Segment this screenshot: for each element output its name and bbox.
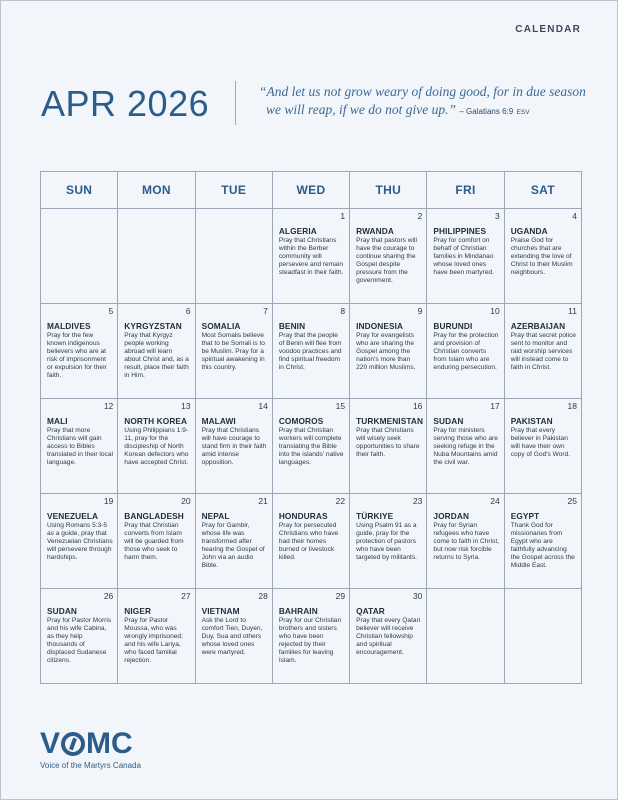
vomc-logo [40, 729, 141, 770]
country-name: HONDURAS [278, 511, 328, 521]
country-name: PAKISTAN [510, 416, 553, 426]
calendar-week-row [41, 304, 582, 399]
calendar-day-cell [427, 304, 504, 399]
calendar-day-cell [195, 494, 272, 589]
day-number: 9 [417, 306, 423, 316]
calendar-body [41, 209, 582, 684]
calendar-day-cell [504, 209, 581, 304]
verse-version: ESV [516, 109, 530, 116]
country-name: EGYPT [510, 511, 540, 521]
day-number: 10 [490, 306, 500, 316]
calendar-empty-cell [195, 209, 272, 304]
verse-line-2-wrap [259, 101, 599, 122]
prayer-text: Pray that Christians within the Berber community will persevere and remain steadfast in their faith. [278, 237, 344, 277]
prayer-text: Pray that pastors will have the courage to continue sharing the Gospel despite pressure from the government. [356, 237, 417, 285]
calendar-empty-cell [504, 589, 581, 684]
verse-line-2: we will reap, if we do not give up.” [266, 102, 456, 117]
day-number: 6 [185, 306, 191, 316]
country-name: AZERBAIJAN [510, 321, 566, 331]
day-number: 18 [567, 401, 577, 411]
calendar-empty-cell [427, 589, 504, 684]
prayer-text: Praise God for churches that are extending the love of Christ to their Muslim neighbours. [510, 237, 573, 277]
country-name: UGANDA [510, 226, 548, 236]
calendar-day-cell [350, 209, 427, 304]
calendar-day-cell [272, 399, 349, 494]
calendar-week-row [41, 399, 582, 494]
country-name: SUDAN [433, 416, 464, 426]
day-number: 1 [340, 211, 346, 221]
calendar-day-cell [118, 589, 195, 684]
country-name: BURUNDI [433, 321, 473, 331]
verse-reference: – Galatians 6:9 [459, 107, 514, 116]
prayer-text: Pray that secret police sent to monitor and raid worship services will instead come to faith in Christ. [510, 332, 576, 372]
day-number: 20 [181, 496, 191, 506]
day-number: 19 [103, 496, 114, 506]
calendar-day-cell [272, 589, 349, 684]
day-number: 24 [490, 496, 500, 506]
day-number: 21 [258, 496, 268, 506]
country-name: COMOROS [278, 416, 324, 426]
calendar-day-cell [350, 494, 427, 589]
day-number: 26 [103, 591, 114, 601]
logo-wordmark [40, 729, 141, 759]
weekday-sun: SUN [41, 172, 118, 209]
prayer-text: Pray that every believer in Pakistan will have their own copy of God's Word. [510, 427, 571, 459]
country-name: QATAR [356, 606, 385, 616]
calendar-day-cell [195, 399, 272, 494]
calendar-day-cell [118, 399, 195, 494]
weekday-thu: THU [350, 172, 427, 209]
country-name: BANGLADESH [124, 511, 184, 521]
country-name: VENEZUELA [47, 511, 99, 521]
country-name: TURKMENISTAN [356, 416, 424, 426]
prayer-text: Pray for persecuted Christians who have had their homes burned or livestock killed. [278, 522, 339, 562]
bible-verse [259, 83, 599, 122]
weekday-wed: WED [272, 172, 349, 209]
prayer-text: Pray for comfort on behalf of Christian families in Mindanao whose loved ones have been martyred. [433, 237, 494, 277]
day-number: 8 [340, 306, 346, 316]
calendar-week-row [41, 589, 582, 684]
calendar-day-cell [272, 209, 349, 304]
day-number: 3 [494, 211, 500, 221]
prayer-text: Pray that more Christians will gain access to Bibles translated in their local language. [47, 427, 113, 467]
country-name: ALGERIA [278, 226, 317, 236]
calendar-day-cell [427, 494, 504, 589]
prayer-text: Thank God for missionaries from Egypt who are faithfully advancing the Gospel across the Middle East. [510, 522, 575, 570]
weekday-fri: FRI [427, 172, 504, 209]
prayer-text: Most Somalis believe that to be Somali is to be Muslim. Pray for a spiritual awakening in this country. [201, 332, 265, 372]
prayer-text: Pray for evangelists who are sharing the Gospel among the nation's more than 220 million Muslims. [356, 332, 416, 372]
prayer-text: Ask the Lord to comfort Tien, Duyen, Duy, Sua and others whose loved ones were martyred. [201, 617, 263, 657]
calendar-day-cell [195, 304, 272, 399]
calendar-day-cell [195, 589, 272, 684]
calendar-week-row [41, 494, 582, 589]
calendar-week-row [41, 209, 582, 304]
day-number: 29 [335, 591, 346, 601]
calendar-day-cell [41, 399, 118, 494]
calendar-day-cell [350, 304, 427, 399]
prayer-text: Pray that Christians will have courage to stand firm in their faith amid intense opposition. [201, 427, 267, 467]
prayer-text: Pray that Kyrgyz people working abroad will learn about Christ and, as a result, place their faith in Him. [124, 332, 189, 380]
day-number: 11 [568, 306, 577, 316]
calendar-empty-cell [41, 209, 118, 304]
calendar-day-cell [427, 399, 504, 494]
prayer-text: Pray for Pastor Moussa, who was wrongly imprisoned; and his wife Lariya, who faced familial rejection. [124, 617, 183, 665]
prayer-text: Pray that every Qatari believer will receive Christian fellowship and spiritual encouragement. [356, 617, 421, 657]
country-name: BENIN [278, 321, 306, 331]
prayer-text: Pray that the people of Benin will flee from voodoo practices and find spiritual freedom in Christ. [278, 332, 342, 372]
country-name: SUDAN [47, 606, 78, 616]
country-name: PHILIPPINES [433, 226, 487, 236]
calendar-day-cell [504, 399, 581, 494]
country-name: NORTH KOREA [124, 416, 188, 426]
prayer-text: Pray for the protection and provision of Christian converts from Islam who are enduring persecution. [433, 332, 499, 372]
country-name: NEPAL [201, 511, 230, 521]
day-number: 23 [412, 496, 423, 506]
day-number: 25 [567, 496, 577, 506]
country-name: MALDIVES [47, 321, 91, 331]
country-name: RWANDA [356, 226, 394, 236]
logo-tagline: Voice of the Martyrs Canada [40, 761, 141, 770]
calendar-day-cell [41, 589, 118, 684]
prayer-text: Pray for Pastor Morris and his wife Cabina, as they help thousands of displaced Sudanese citizens. [47, 617, 112, 665]
country-name: NIGER [124, 606, 152, 616]
calendar-day-cell [272, 304, 349, 399]
calendar-empty-cell [118, 209, 195, 304]
verse-line-1: “And let us not grow weary of doing good, for in due season [259, 84, 586, 99]
header-divider [235, 81, 236, 125]
prayer-text: Pray that Christian converts from Islam will be guarded from those who seek to harm them. [124, 522, 184, 562]
country-name: BAHRAIN [278, 606, 318, 616]
day-number: 5 [108, 306, 114, 316]
calendar-day-cell [504, 494, 581, 589]
country-name: KYRGYZSTAN [124, 321, 182, 331]
calendar-day-cell [504, 304, 581, 399]
day-number: 13 [181, 401, 191, 411]
calendar-day-cell [41, 304, 118, 399]
calendar-day-cell [350, 589, 427, 684]
country-name: JORDAN [433, 511, 470, 521]
calendar-day-cell [118, 494, 195, 589]
prayer-text: Using Psalm 91 as a guide, pray for the protection of pastors who have been targeted by militants. [356, 522, 417, 562]
country-name: MALI [47, 416, 68, 426]
logo-o-icon [61, 732, 85, 756]
day-number: 17 [490, 401, 500, 411]
calendar-grid [40, 171, 582, 684]
prayer-text: Using Philippians 1:9-11, pray for the discipleship of North Korean defectors who have accepted Christ. [124, 427, 189, 467]
section-label: CALENDAR [515, 24, 581, 35]
day-number: 7 [263, 306, 268, 316]
country-name: SOMALIA [201, 321, 241, 331]
logo-suffix: MC [86, 727, 133, 760]
prayer-text: Pray that Christians will wisely seek opportunities to share their faith. [356, 427, 420, 459]
calendar-day-cell [427, 209, 504, 304]
day-number: 12 [103, 401, 114, 411]
day-number: 22 [335, 496, 346, 506]
prayer-text: Pray that Christian workers will complete translating the Bible into the islands' native languages. [278, 427, 344, 467]
prayer-text: Using Romans 5:3-5 as a guide, pray that Venezuelan Christians will persevere through hardships. [47, 522, 113, 562]
calendar-day-cell [350, 399, 427, 494]
country-name: TÜRKIYE [356, 511, 394, 521]
calendar-day-cell [118, 304, 195, 399]
day-number: 15 [335, 401, 346, 411]
calendar-day-cell [272, 494, 349, 589]
logo-prefix: V [40, 727, 61, 760]
day-number: 30 [412, 591, 423, 601]
day-number: 16 [412, 401, 423, 411]
prayer-text: Pray for Syrian refugees who have come to faith in Christ, but now risk forcible returns to Syria. [433, 522, 500, 562]
weekday-tue: TUE [195, 172, 272, 209]
country-name: INDONESIA [356, 321, 404, 331]
prayer-text: Pray for Gambir, whose life was transformed after hearing the Gospel of John via an audio Bible. [201, 522, 265, 570]
day-number: 27 [181, 591, 191, 601]
prayer-text: Pray for the few known indigenous believers who are at risk of imprisonment or expulsion for their faith. [47, 332, 107, 380]
prayer-text: Pray for our Christian brothers and sisters who have been rejected by their families for leaving Islam. [278, 617, 342, 665]
prayer-text: Pray for ministers serving those who are seeking refuge in the Nuba Mountains amid the civil war. [433, 427, 498, 467]
weekday-header-row [41, 172, 582, 209]
weekday-mon: MON [118, 172, 195, 209]
weekday-sat: SAT [504, 172, 581, 209]
country-name: VIETNAM [201, 606, 240, 616]
day-number: 28 [258, 591, 268, 601]
day-number: 14 [258, 401, 268, 411]
day-number: 4 [572, 211, 577, 221]
month-title: APR 2026 [41, 83, 210, 124]
country-name: MALAWI [201, 416, 236, 426]
day-number: 2 [417, 211, 423, 221]
calendar-day-cell [41, 494, 118, 589]
